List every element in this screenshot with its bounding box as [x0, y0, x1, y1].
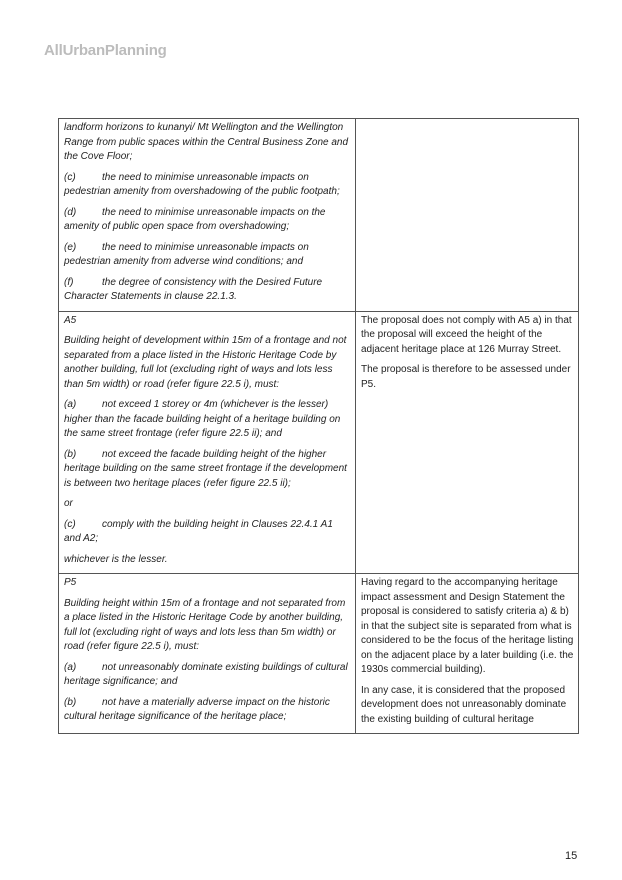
assessment-comment-cell [356, 311, 579, 574]
paragraph [361, 314, 574, 358]
paragraph [64, 661, 351, 690]
paragraph [361, 684, 574, 728]
clause-text: the need to minimise unreasonable impacts on pedestrian amenity from adverse wind conditions; and [64, 241, 309, 267]
clause-text: Building height of development within 15m of a frontage and not separated from a place listed in the Historic Heritage Code by another building, full lot (excluding right of ways and lots less than 5m width) or road (refer figure 22.5 i), must: [64, 335, 347, 390]
clause-text: not exceed 1 storey or 4m (whichever is the lesser) higher than the facade building height of a heritage building on the same street frontage (refer figure 22.5 ii); and [64, 399, 341, 439]
clause-label: (a) [64, 661, 77, 673]
paragraph [64, 314, 351, 329]
paragraph [361, 363, 574, 392]
paragraph [64, 448, 351, 492]
paragraph [64, 576, 351, 591]
paragraph [64, 497, 351, 512]
paragraph [361, 576, 574, 678]
paragraph [64, 206, 351, 235]
clause-text: The proposal does not comply with A5 a) in that the proposal will exceed the height of the adjacent heritage place at 126 Murray Street. [361, 314, 572, 355]
table-row [59, 311, 579, 574]
paragraph [64, 121, 351, 165]
paragraph [64, 518, 351, 547]
clause-text: In any case, it is considered that the proposed development does not unreasonably dominate the existing building of cultural heritage [361, 684, 567, 725]
paragraph [64, 241, 351, 270]
clause-label: (b) [64, 448, 77, 460]
clause-text: A5 [64, 314, 77, 326]
paragraph [64, 398, 351, 442]
paragraph [64, 171, 351, 200]
clause-label: (b) [64, 696, 77, 708]
assessment-comment-cell [356, 574, 579, 734]
clause-text: not have a materially adverse impact on the historic cultural heritage significance of the heritage place; [64, 696, 330, 722]
table-row [59, 119, 579, 312]
clause-label: (c) [64, 518, 76, 530]
paragraph [64, 553, 351, 568]
clause-text: P5 [64, 577, 77, 588]
clause-text: Having regard to the accompanying heritage impact assessment and Design Statement the proposal is considered to satisfy criteria a) & b) in that the subject site is separated from what is considered to be the focus of the heritage listing on the adjacent place by a later building (i.e. the 1930s commercial building). [361, 577, 574, 675]
table-row [59, 574, 579, 734]
clause-label: (c) [64, 171, 76, 183]
clause-text: whichever is the lesser. [64, 553, 168, 565]
clause-text: Building height within 15m of a frontage and not separated from a place listed in the Historic Heritage Code by another building, full lot (excluding right of ways and lots less than 5m width) or road (refer figure 22.5 i), must: [64, 597, 346, 652]
clause-text: the need to minimise unreasonable impacts on pedestrian amenity from overshadowing of the public footpath; [64, 171, 340, 197]
assessment-comment-cell [356, 119, 579, 312]
company-logo: AllUrbanPlanning [44, 42, 167, 59]
paragraph [64, 276, 351, 305]
clause-text: the degree of consistency with the Desired Future Character Statements in clause 22.1.3. [64, 276, 323, 302]
clause-label: (d) [64, 206, 77, 218]
clause-text: not exceed the facade building height of the higher heritage building on the same street frontage if the development is between two heritage places (refer figure 22.5 ii); [64, 448, 347, 489]
clause-label: (e) [64, 241, 77, 253]
clause-text: The proposal is therefore to be assessed under P5. [361, 364, 571, 390]
clause-text: landform horizons to kunanyi/ Mt Wellington and the Wellington Range from public spaces within the Central Business Zone and the Cove Floor; [64, 122, 349, 162]
planning-provision-cell [59, 574, 356, 734]
clause-text: or [64, 498, 73, 509]
clause-label: (f) [64, 276, 74, 288]
planning-provision-cell [59, 119, 356, 312]
clause-label: (a) [64, 399, 77, 410]
clause-text: comply with the building height in Clauses 22.4.1 A1 and A2; [64, 518, 333, 544]
assessment-table [58, 118, 579, 734]
clause-text: not unreasonably dominate existing buildings of cultural heritage significance; and [64, 661, 348, 687]
paragraph [64, 597, 351, 655]
page-number: 15 [565, 850, 578, 862]
planning-provision-cell [59, 311, 356, 574]
paragraph [64, 334, 351, 392]
paragraph [64, 696, 351, 725]
clause-text: the need to minimise unreasonable impacts on the amenity of public open space from overshadowing; [64, 206, 326, 232]
